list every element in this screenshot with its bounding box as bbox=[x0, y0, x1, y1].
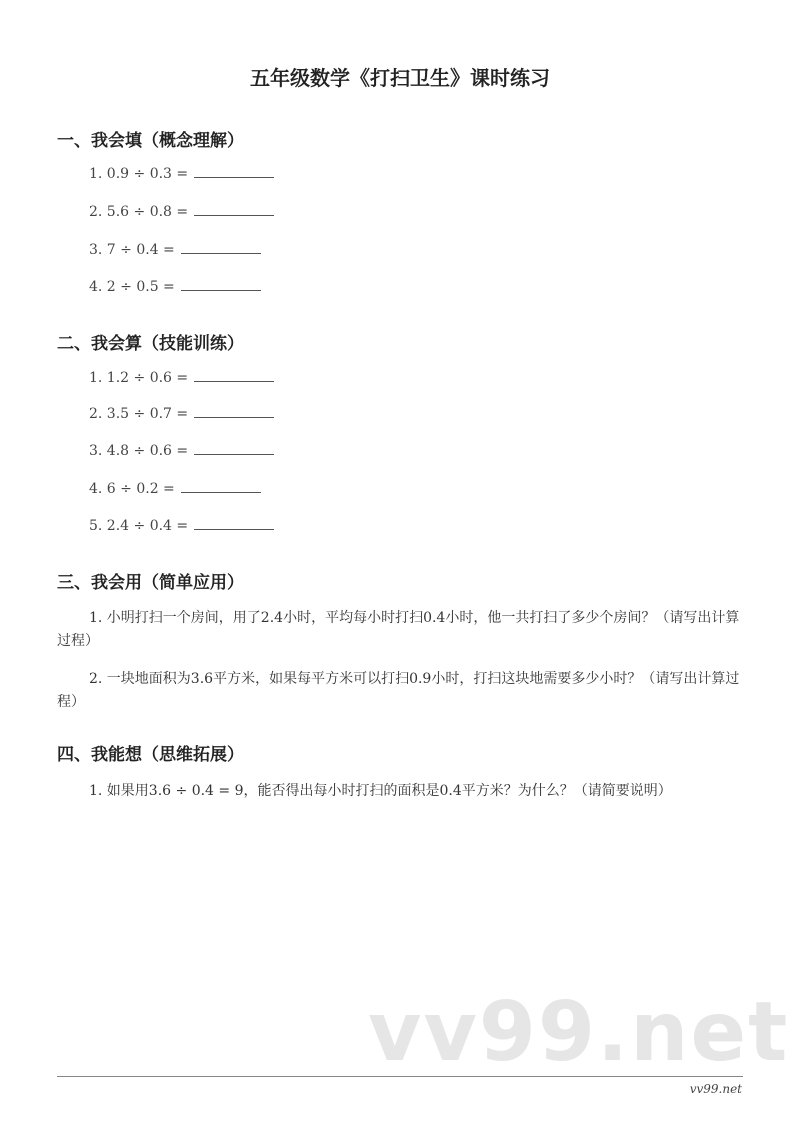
section-heading-1: 一、我会填（概念理解） bbox=[57, 131, 244, 151]
question bbox=[89, 203, 274, 220]
watermark: vv99.net bbox=[368, 985, 790, 1080]
question-text: 3. 4.8 ÷ 0.6 = bbox=[89, 443, 189, 459]
section-heading-4: 四、我能想（思维拓展） bbox=[57, 745, 244, 765]
answer-blank[interactable] bbox=[194, 405, 274, 418]
question bbox=[89, 369, 274, 386]
section-heading-3: 三、我会用（简单应用） bbox=[57, 573, 244, 593]
answer-blank[interactable] bbox=[194, 203, 274, 216]
answer-blank[interactable] bbox=[194, 369, 274, 382]
question-text: 5. 2.4 ÷ 0.4 = bbox=[89, 518, 189, 534]
section-heading-2: 二、我会算（技能训练） bbox=[57, 334, 244, 354]
question-text: 2. 5.6 ÷ 0.8 = bbox=[89, 204, 189, 220]
question bbox=[89, 165, 274, 182]
answer-blank[interactable] bbox=[194, 165, 274, 178]
question bbox=[89, 517, 274, 534]
word-problem: 2. 一块地面积为3.6平方米，如果每平方米可以打扫0.9小时，打扫这块地需要多少小时？（请写出计算过程） bbox=[57, 671, 740, 710]
question-text: 1. 1.2 ÷ 0.6 = bbox=[89, 370, 189, 386]
question-text: 1. 0.9 ÷ 0.3 = bbox=[89, 166, 189, 182]
answer-blank[interactable] bbox=[194, 442, 274, 455]
question bbox=[89, 480, 261, 497]
footer-site: vv99.net bbox=[689, 1082, 742, 1096]
question-text: 3. 7 ÷ 0.4 = bbox=[89, 242, 175, 258]
answer-blank[interactable] bbox=[194, 517, 274, 530]
thinking-question: 1. 如果用3.6 ÷ 0.4 = 9，能否得出每小时打扫的面积是0.4平方米？为什么？（请简要说明） bbox=[89, 783, 672, 799]
answer-blank[interactable] bbox=[181, 278, 261, 291]
question-text: 4. 6 ÷ 0.2 = bbox=[89, 481, 175, 497]
question bbox=[89, 241, 261, 258]
question bbox=[89, 405, 274, 422]
question-text: 2. 3.5 ÷ 0.7 = bbox=[89, 406, 189, 422]
question bbox=[89, 442, 274, 459]
answer-blank[interactable] bbox=[181, 241, 261, 254]
footer-divider bbox=[57, 1076, 743, 1077]
page-title: 五年级数学《打扫卫生》课时练习 bbox=[250, 66, 550, 90]
word-problem: 1. 小明打扫一个房间，用了2.4小时，平均每小时打扫0.4小时，他一共打扫了多少个房间？（请写出计算过程） bbox=[57, 610, 740, 649]
answer-blank[interactable] bbox=[181, 480, 261, 493]
question bbox=[89, 278, 261, 295]
question-text: 4. 2 ÷ 0.5 = bbox=[89, 279, 175, 295]
